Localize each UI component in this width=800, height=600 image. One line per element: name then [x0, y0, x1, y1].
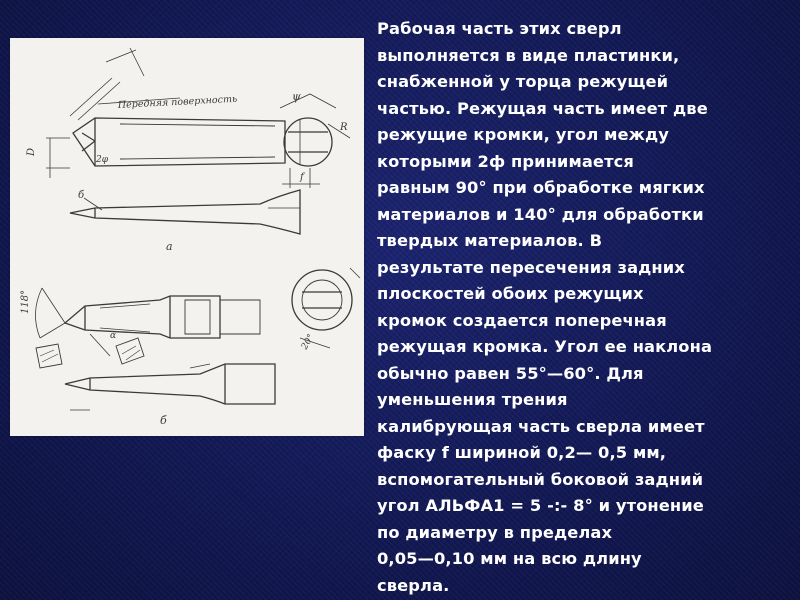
drill-diagram-drawing: [10, 38, 364, 436]
side-view-b: [65, 364, 275, 404]
part-b-label: б: [160, 414, 167, 427]
radius-label: R: [340, 122, 348, 133]
delta-label: б: [78, 190, 85, 201]
psi-label: ψ: [292, 90, 301, 103]
angle-118-label: 118°: [20, 289, 31, 314]
side-view-a: [70, 190, 300, 234]
slide-body-text: Рабочая часть этих сверл выполняется в виде пластинки, снабженной у торца режущей частью. Режущая часть имеет две режущие кромки, угол между которыми 2ф принимается равным 90° при обработке мягких материалов и 140° для обработки твердых материалов. В результате пересечения задних плоскостей обоих режущих кромок создается поперечная режущая кромка. Угол ее наклона обычно равен 55°—60°. Для уменьшения трения калибрующая часть сверла имеет фаску f шириной 0,2— 0,5 мм, вспомогательный боковой задний угол АЛЬФА1 = 5 -:- 8° и утонение по диаметру в пределах 0,05—0,10 мм на всю длину сверла.: [377, 19, 713, 595]
front-surface-label: Передняя поверхность: [117, 93, 238, 111]
cross-section-circle-b: [292, 270, 352, 330]
diameter-label: D: [26, 147, 37, 156]
alpha-label: α: [110, 331, 117, 341]
two-phi-label: 2φ: [96, 155, 109, 165]
drill-diagram: [10, 38, 364, 436]
part-a-label: а: [166, 240, 173, 253]
cross-section-circle-a: [284, 118, 332, 166]
angle-20-label: 20°: [299, 332, 317, 352]
chamfer-f-label: f: [300, 172, 304, 183]
